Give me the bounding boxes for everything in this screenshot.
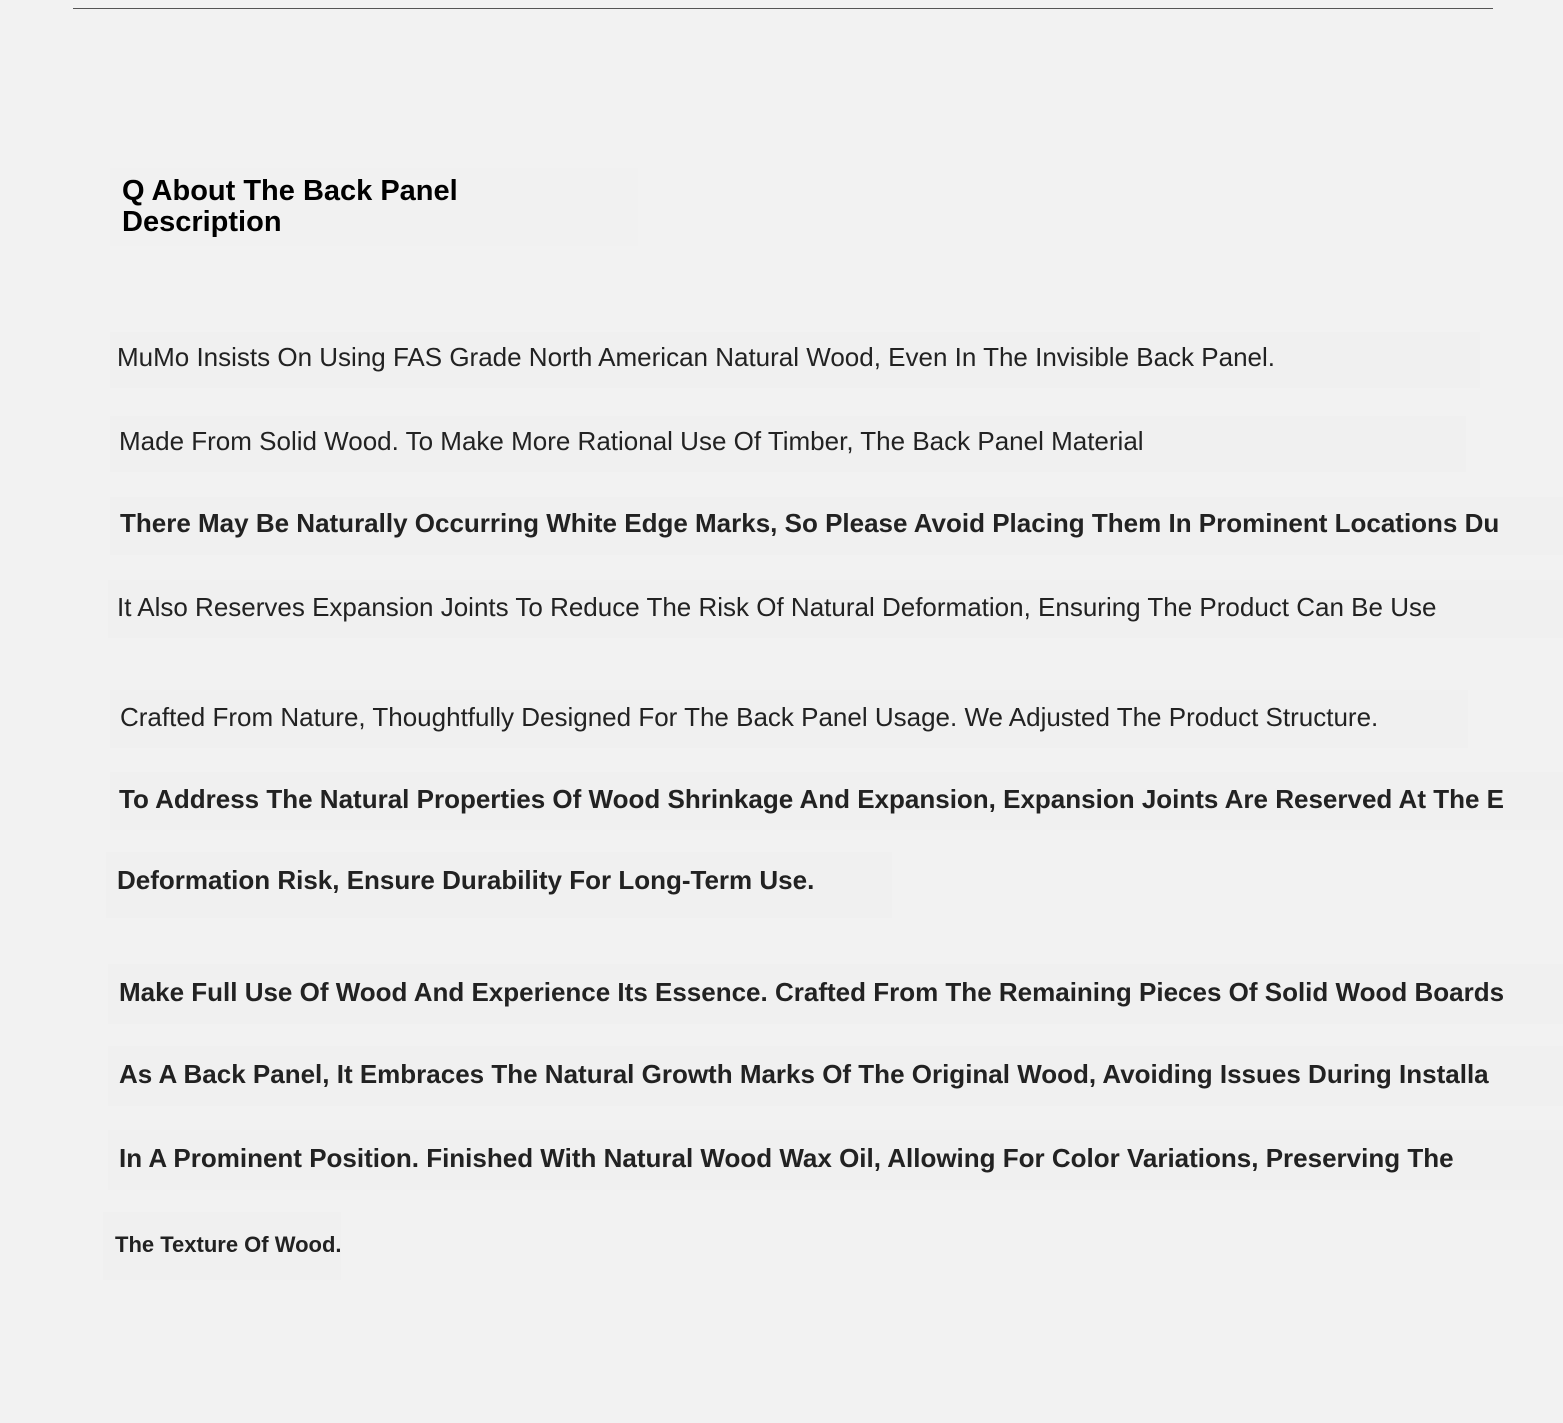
- paragraph-line-5: Crafted From Nature, Thoughtfully Designed For The Back Panel Usage. We Adjusted The Product Structure.: [110, 690, 1468, 748]
- section-heading-line-1: Q About The Back Panel: [122, 175, 458, 207]
- paragraph-line-1: MuMo Insists On Using FAS Grade North American Natural Wood, Even In The Invisible Back Panel.: [110, 332, 1480, 388]
- section-heading-line-2: Description: [122, 206, 282, 238]
- paragraph-line-4: It Also Reserves Expansion Joints To Reduce The Risk Of Natural Deformation, Ensuring The Product Can Be Use: [108, 580, 1563, 638]
- paragraph-line-10: In A Prominent Position. Finished With Natural Wood Wax Oil, Allowing For Color Variations, Preserving The: [108, 1130, 1563, 1190]
- paragraph-line-6: To Address The Natural Properties Of Wood Shrinkage And Expansion, Expansion Joints Are Reserved At The E: [110, 772, 1563, 830]
- paragraph-line-7: Deformation Risk, Ensure Durability For Long-Term Use.: [106, 852, 892, 918]
- top-divider: [73, 8, 1493, 9]
- paragraph-line-9: As A Back Panel, It Embraces The Natural Growth Marks Of The Original Wood, Avoiding Issues During Installa: [108, 1046, 1563, 1106]
- paragraph-line-3: There May Be Naturally Occurring White Edge Marks, So Please Avoid Placing Them In Prominent Locations Du: [110, 497, 1563, 555]
- section-heading: [110, 168, 638, 246]
- paragraph-line-8: Make Full Use Of Wood And Experience Its Essence. Crafted From The Remaining Pieces Of Solid Wood Boards: [108, 964, 1563, 1024]
- paragraph-line-11: The Texture Of Wood.: [103, 1212, 341, 1280]
- paragraph-line-2: Made From Solid Wood. To Make More Rational Use Of Timber, The Back Panel Material: [110, 416, 1466, 472]
